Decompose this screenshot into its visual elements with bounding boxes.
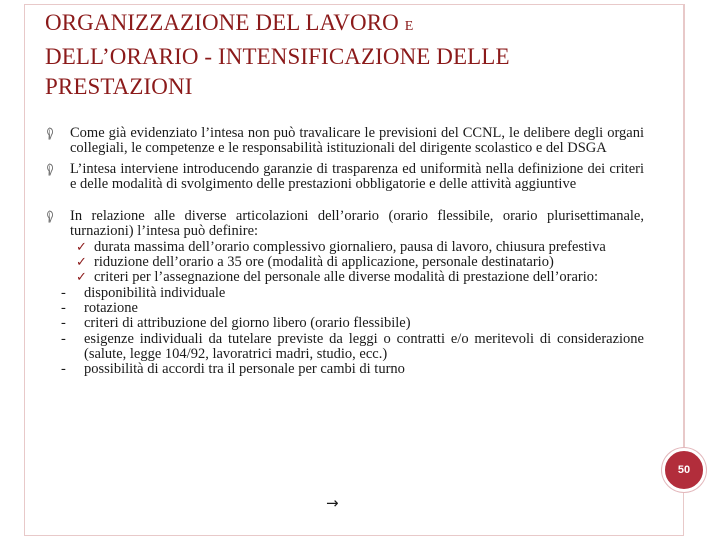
quill-bullet-icon — [44, 127, 55, 140]
dash-item: - disponibilità individuale — [61, 284, 226, 301]
bullet-item: L’intesa interviene introducendo garanzie di trasparenza ed uniformità nella definizione dei criteri e delle modalità di svolgimento delle prestazioni obbligatorie e delle attività aggiuntive — [44, 162, 644, 193]
checkmark-icon: ✓ — [76, 270, 87, 286]
dash-item: - rotazione — [61, 299, 138, 316]
title-line-2: DELL’ORARIO - INTENSIFICAZIONE DELLE — [45, 44, 510, 69]
check-item: ✓ criteri per l’assegnazione del personale alle diverse modalità di prestazione dell’orario: — [76, 269, 599, 286]
dash-item: - criteri di attribuzione del giorno libero (orario flessibile) — [61, 315, 411, 332]
dash-marker: - — [61, 299, 66, 316]
slide-title — [45, 8, 645, 102]
check-item: ✓ riduzione dell’orario a 35 ore (modalità di applicazione, personale destinatario) — [76, 254, 554, 271]
quill-bullet-icon — [44, 210, 55, 223]
title-line-3: PRESTAZIONI — [45, 74, 193, 99]
check-item: ✓ durata massima dell’orario complessivo giornaliero, pausa di lavoro, chiusura prefestiva — [76, 238, 606, 255]
bullet-item: Come già evidenziato l’intesa non può travalicare le previsioni del CCNL, le delibere degli organi collegiali, le competenze e le responsabilità istituzionali del dirigente scolastico e del DSGA — [44, 126, 644, 157]
checkmark-icon: ✓ — [76, 239, 87, 255]
dash-item: - possibilità di accordi tra il personale per cambi di turno — [61, 361, 405, 378]
title-line-1: ORGANIZZAZIONE DEL LAVORO E — [45, 10, 414, 35]
page-number-badge: 50 — [662, 448, 706, 492]
right-border-rule — [684, 4, 685, 456]
arrow-right-icon: → — [326, 494, 339, 512]
bullet-item: In relazione alle diverse articolazioni dell’orario (orario flessibile, orario plurisettimanale, turnazioni) l’intesa può definire: — [44, 209, 644, 240]
dash-marker: - — [61, 330, 66, 347]
quill-bullet-icon — [44, 163, 55, 176]
checkmark-icon: ✓ — [76, 255, 87, 271]
dash-marker: - — [61, 315, 66, 332]
slide-body — [44, 126, 644, 377]
dash-marker: - — [61, 284, 66, 301]
dash-item: - esigenze individuali da tutelare previste da leggi o contratti e/o meritevoli di considerazione (salute, legge 104/92, lavoratrici madri, studio, ecc.) — [61, 330, 644, 362]
dash-marker: - — [61, 361, 66, 378]
